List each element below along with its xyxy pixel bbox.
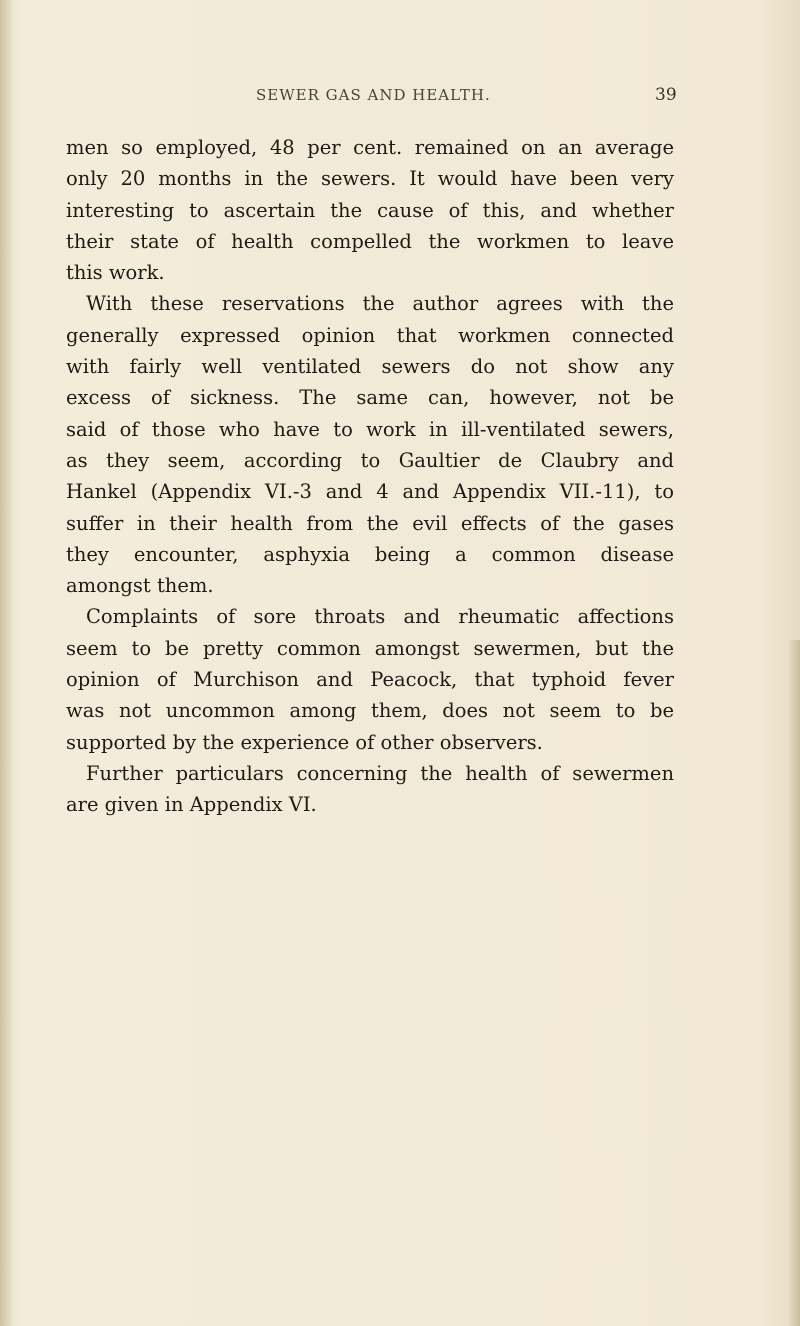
text-line: their state of health compelled the workmen to leave: [66, 229, 674, 253]
text-line: amongst them.: [66, 574, 214, 598]
page-number: 39: [655, 85, 677, 105]
text-line: as they seem, according to Gaultier de Claubry and: [66, 448, 674, 472]
text-line: they encounter, asphyxia being a common disease: [66, 542, 674, 566]
text-line: opinion of Murchison and Peacock, that typhoid fever: [66, 668, 674, 692]
text-line: interesting to ascertain the cause of this, and whether: [66, 198, 674, 222]
text-line: generally expressed opinion that workmen connected: [66, 323, 674, 347]
text-line: are given in Appendix VI.: [66, 793, 317, 817]
text-line: suffer in their health from the evil effects of the gases: [66, 511, 674, 535]
text-line: supported by the experience of other observers.: [66, 730, 543, 754]
text-line: said of those who have to work in ill-ventilated sewers,: [66, 417, 674, 441]
text-line: excess of sickness. The same can, however, not be: [66, 386, 674, 410]
text-line: With these reservations the author agrees with the: [86, 292, 674, 316]
text-line: Hankel (Appendix VI.-3 and 4 and Appendix VII.-11), to: [66, 480, 674, 504]
binding-shadow: [0, 0, 14, 1326]
text-line: this work.: [66, 261, 165, 285]
text-line: with fairly well ventilated sewers do not show any: [66, 355, 674, 379]
text-line: only 20 months in the sewers. It would have been very: [66, 167, 674, 191]
page-edge-shadow: [788, 640, 800, 1326]
text-line: men so employed, 48 per cent. remained on an average: [66, 136, 674, 159]
body-text: [66, 132, 674, 821]
text-line: was not uncommon among them, does not seem to be: [66, 699, 674, 723]
text-line: Complaints of sore throats and rheumatic affections: [86, 605, 674, 629]
text-line: seem to be pretty common amongst sewermen, but the: [66, 636, 674, 660]
text-line: Further particulars concerning the health of sewermen: [86, 761, 674, 785]
running-head-title: SEWER GAS AND HEALTH.: [256, 86, 491, 104]
running-head: [0, 86, 800, 110]
